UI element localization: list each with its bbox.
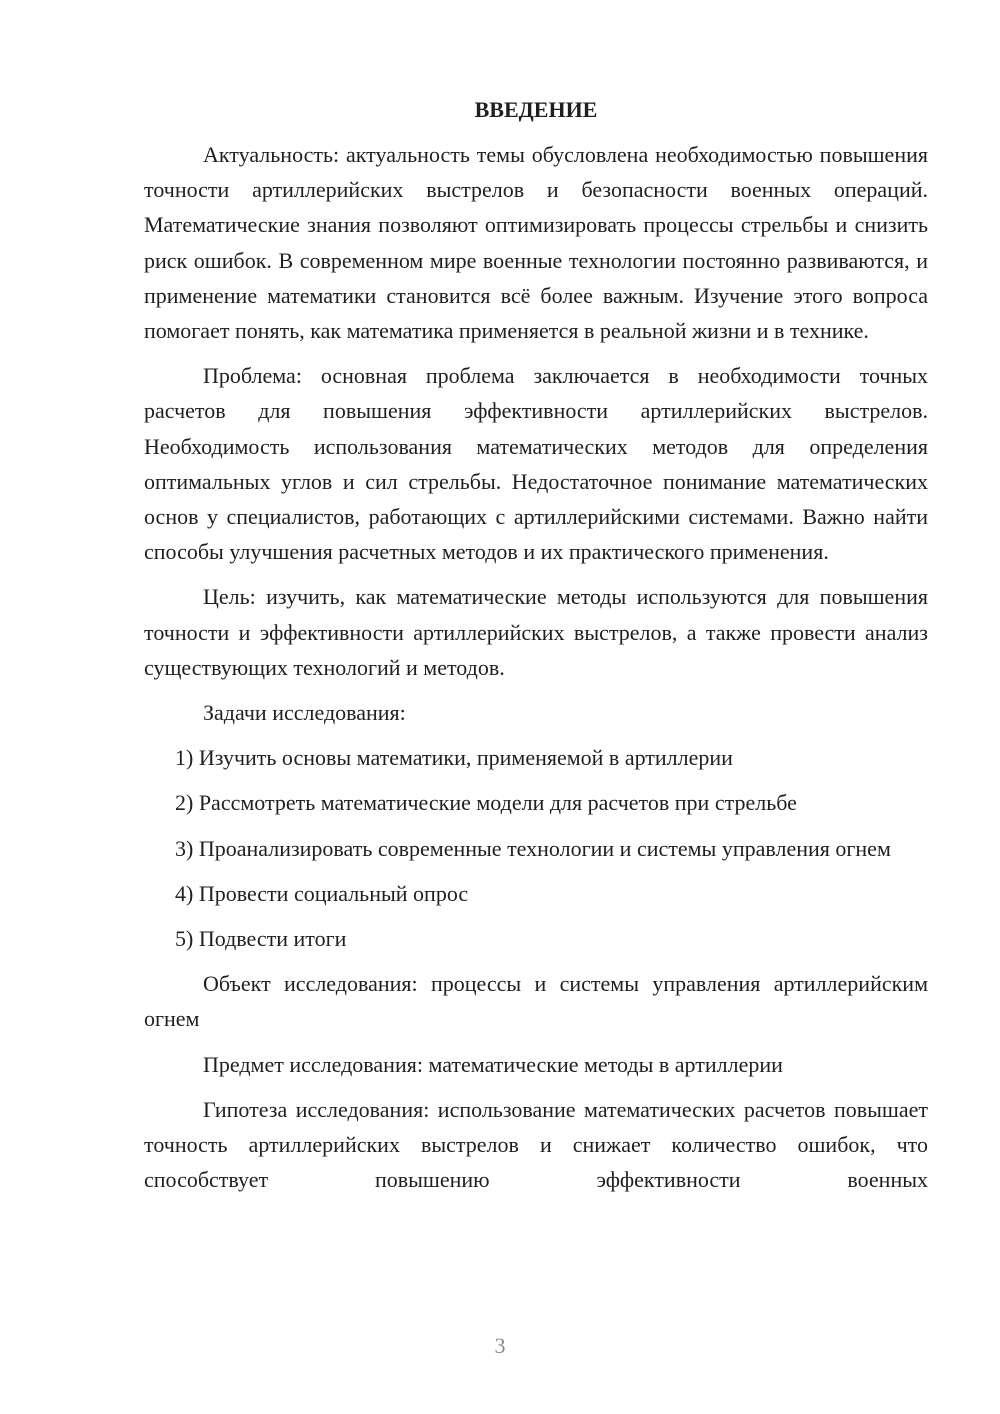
task-item-1: 1) Изучить основы математики, применяемой в артиллерии xyxy=(175,745,733,771)
subject-paragraph: Предмет исследования: математические методы в артиллерии xyxy=(203,1051,783,1077)
document-page xyxy=(144,92,928,1207)
task-item-2: 2) Рассмотреть математические модели для расчетов при стрельбе xyxy=(175,790,797,816)
page-number: 3 xyxy=(494,1333,506,1358)
section-title: ВВЕДЕНИЕ xyxy=(474,97,598,122)
task-item-4: 4) Провести социальный опрос xyxy=(175,880,469,906)
relevance-paragraph: Актуальность: актуальность темы обусловлена необходимостью повышения точности артиллерийских выстрелов и безопасности военных операций. Математические знания позволяют оптимизировать процессы стрельбы и снизить риск ошибок. В современном мире военные технологии постоянно развиваются, и применение математики становится всё более важным. Изучение этого вопроса помогает понять, как математика применяется в реальной жизни и в технике. xyxy=(144,142,928,344)
object-paragraph: Объект исследования: процессы и системы управления артиллерийским огнем xyxy=(144,971,928,1032)
problem-paragraph: Проблема: основная проблема заключается в необходимости точных расчетов для повышения эффективности артиллерийских выстрелов. Необходимость использования математических методов для определения оптимальных углов и сил стрельбы. Недостаточное понимание математических основ у специалистов, работающих с артиллерийскими системами. Важно найти способы улучшения расчетных методов и их практического применения. xyxy=(144,363,928,565)
task-item-5: 5) Подвести итоги xyxy=(175,926,347,952)
goal-paragraph: Цель: изучить, как математические методы используются для повышения точности и эффективности артиллерийских выстрелов, а также провести анализ существующих технологий и методов. xyxy=(144,584,928,680)
hypothesis-paragraph: Гипотеза исследования: использование математических расчетов повышает точность артиллерийских выстрелов и снижает количество ошибок, что способствует повышению эффективности военных xyxy=(144,1096,928,1193)
task-item-3: 3) Проанализировать современные технологии и системы управления огнем xyxy=(175,835,891,861)
tasks-heading: Задачи исследования: xyxy=(203,700,406,726)
